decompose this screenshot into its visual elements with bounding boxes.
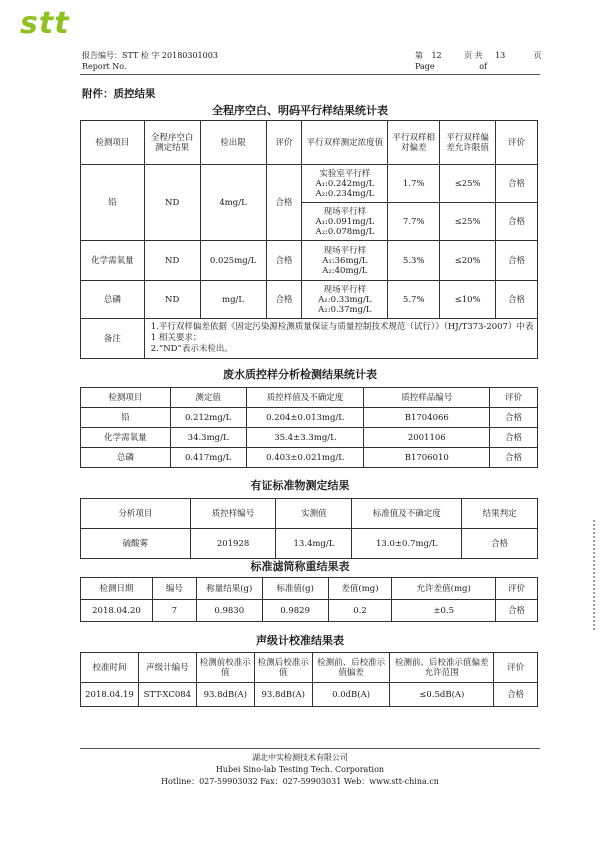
table2-title: 废水质控样分析检测结果统计表: [223, 368, 377, 381]
cell-limit: mg/L: [200, 281, 266, 319]
table-row: [81, 281, 538, 319]
report-number-en: Report No.: [82, 62, 127, 71]
cell-eval2: 合格: [496, 203, 538, 241]
th-eval: 评价: [490, 388, 538, 408]
cell-blank: ND: [144, 165, 200, 241]
cell: 7: [152, 600, 196, 622]
cell: 0.0dB(A): [312, 683, 390, 707]
cell-dev: 5.7%: [388, 281, 440, 319]
cell-limit: 4mg/L: [200, 165, 266, 241]
table-sound-calibration: [80, 652, 538, 707]
table-row: [81, 408, 538, 428]
footer-company-cn: 湖北中实检测技术有限公司: [252, 753, 348, 762]
th-date: 检测日期: [81, 578, 153, 600]
footer: [0, 752, 600, 788]
th-conc: 平行双样测定浓度值: [302, 121, 388, 165]
page-en: Page: [415, 62, 435, 71]
cell: 合格: [494, 683, 538, 707]
cell-blank: ND: [144, 241, 200, 281]
th-dev: 平行双样相对偏差: [388, 121, 440, 165]
cell: B1706010: [364, 448, 490, 468]
table3-title: 有证标准物测定结果: [250, 479, 350, 492]
page-number-block: [415, 50, 542, 72]
th-after: 检测后校准示值: [254, 653, 312, 683]
cell-allow: ≤25%: [440, 165, 496, 203]
cell: ±0.5: [392, 600, 496, 622]
th-eval2: 评价: [496, 121, 538, 165]
cell-conc: 现场平行样 A₁:0.33mg/L A₂:0.37mg/L: [302, 281, 388, 319]
page-cn-b: 页 共: [464, 51, 483, 60]
table-header-row: [81, 499, 538, 529]
cell: 93.8dB(A): [196, 683, 254, 707]
th-eval: 评价: [496, 578, 538, 600]
th-allow: 允许差值(mg): [392, 578, 496, 600]
cell: 34.3mg/L: [170, 428, 246, 448]
table-header-row: [81, 388, 538, 408]
th-qc-id: 质控样编号: [190, 499, 276, 529]
note-row: [81, 319, 538, 359]
cell: 0.204±0.013mg/L: [246, 408, 364, 428]
cell: 13.0±0.7mg/L: [352, 529, 462, 559]
cell: 2001106: [364, 428, 490, 448]
report-number-cn: 报告编号：STT 检 字 20180301003: [82, 51, 218, 60]
cell-conc: 现场平行样 A₁:36mg/L A₂:40mg/L: [302, 241, 388, 281]
th-time: 校准时间: [81, 653, 139, 683]
th-judgment: 结果判定: [462, 499, 538, 529]
cell-eval: 合格: [266, 241, 302, 281]
th-eval: 评价: [266, 121, 302, 165]
cell-item: 总磷: [81, 281, 145, 319]
cell: 0.417mg/L: [170, 448, 246, 468]
binding-edge: [593, 520, 600, 630]
table1-title: 全程序空白、明码平行样结果统计表: [212, 104, 388, 117]
cell: 2018.04.20: [81, 600, 153, 622]
cell: 硫酸雾: [81, 529, 191, 559]
footer-contacts: Hotline：027-59903032 Fax：027-59903031 Web：www.stt-china.cn: [161, 777, 439, 786]
cell: 总磷: [81, 448, 171, 468]
th-item: 分析项目: [81, 499, 191, 529]
page-current: 12: [431, 51, 442, 60]
cell: 0.9829: [262, 600, 328, 622]
table-row: [81, 165, 538, 203]
th-meter-id: 声级计编号: [138, 653, 196, 683]
cell-conc: 现场平行样 A₁:0.091mg/L A₂:0.078mg/L: [302, 203, 388, 241]
cell-conc: 实验室平行样 A₁:0.242mg/L A₂:0.234mg/L: [302, 165, 388, 203]
th-measured: 实测值: [276, 499, 352, 529]
footer-company-en: Hubei Sino-lab Testing Tech. Corporation: [215, 765, 385, 774]
table-certified-reference: [80, 498, 538, 559]
cell: STT-XC084: [138, 683, 196, 707]
cell-allow: ≤10%: [440, 281, 496, 319]
table5-title: 声级计校准结果表: [256, 634, 344, 647]
cell: 13.4mg/L: [276, 529, 352, 559]
cell-eval: 合格: [266, 281, 302, 319]
th-blank: 全程序空白测定结果: [144, 121, 200, 165]
cell: ≤0.5dB(A): [390, 683, 494, 707]
th-qc-id: 质控样品编号: [364, 388, 490, 408]
page-cn-c: 页: [533, 51, 542, 60]
cell-eval2: 合格: [496, 241, 538, 281]
th-limit: 检出限: [200, 121, 266, 165]
cell: 0.9830: [196, 600, 262, 622]
cell: 合格: [490, 428, 538, 448]
footer-divider: [80, 748, 540, 749]
th-weight: 称量结果(g): [196, 578, 262, 600]
th-eval: 评价: [494, 653, 538, 683]
cell-eval: 合格: [266, 165, 302, 241]
cell-eval2: 合格: [496, 165, 538, 203]
th-item: 检测项目: [81, 121, 145, 165]
table-row: [81, 448, 538, 468]
table-row: [81, 529, 538, 559]
cell: 化学需氧量: [81, 428, 171, 448]
table4-title: 标准滤筒称重结果表: [250, 560, 350, 573]
cell-limit: 0.025mg/L: [200, 241, 266, 281]
cell: 201928: [190, 529, 276, 559]
cell: 35.4±3.3mg/L: [246, 428, 364, 448]
note-line-1: 1.平行双样偏差依据《固定污染源检测质量保证与质量控制技术规范（试行）》（HJ/T373-2007）中表 1 相关要求；: [150, 322, 534, 343]
cell: B1704066: [364, 408, 490, 428]
of-en: of: [479, 62, 487, 71]
th-deviation: 检测前、后校准示值偏差: [312, 653, 390, 683]
page-cn-a: 第: [415, 51, 423, 60]
cell-dev: 7.7%: [388, 203, 440, 241]
cell: 0.403±0.021mg/L: [246, 448, 364, 468]
cell: 0.212mg/L: [170, 408, 246, 428]
th-diff: 差值(mg): [328, 578, 392, 600]
th-standard: 标准值(g): [262, 578, 328, 600]
cell-item: 化学需氧量: [81, 241, 145, 281]
cell-dev: 1.7%: [388, 165, 440, 203]
note-line-2: 2.“ND”表示未检出。: [150, 344, 233, 354]
cell-dev: 5.3%: [388, 241, 440, 281]
th-standard: 标准值及不确定度: [352, 499, 462, 529]
table-qc-wastewater: [80, 387, 538, 468]
cell: 合格: [496, 600, 538, 622]
logo-text: stt: [20, 6, 70, 41]
table-header-row: [81, 653, 538, 683]
th-measured: 测定值: [170, 388, 246, 408]
cell: 合格: [490, 408, 538, 428]
note-label: 备注: [81, 319, 145, 359]
company-logo: [20, 6, 70, 41]
table-row: [81, 241, 538, 281]
report-number-block: [82, 50, 218, 72]
table-header-row: [81, 578, 538, 600]
note-content: [144, 319, 537, 359]
cell: 0.2: [328, 600, 392, 622]
cell: 合格: [462, 529, 538, 559]
th-item: 检测项目: [81, 388, 171, 408]
table-blank-parallel: [80, 120, 538, 359]
cell-allow: ≤20%: [440, 241, 496, 281]
table-row: [81, 600, 538, 622]
th-before: 检测前校准示值: [196, 653, 254, 683]
cell-eval2: 合格: [496, 281, 538, 319]
table-row: [81, 683, 538, 707]
header-divider: [80, 74, 540, 75]
cell: 铅: [81, 408, 171, 428]
th-allow: 检测前、后校准示值偏差允许范围: [390, 653, 494, 683]
cell: 2018.04.19: [81, 683, 139, 707]
th-qc-value: 质控样值及不确定度: [246, 388, 364, 408]
cell-allow: ≤25%: [440, 203, 496, 241]
cell-item: 铅: [81, 165, 145, 241]
cell-blank: ND: [144, 281, 200, 319]
cell: 合格: [490, 448, 538, 468]
page-total: 13: [495, 51, 506, 60]
table-header-row: [81, 121, 538, 165]
table-row: [81, 428, 538, 448]
th-no: 编号: [152, 578, 196, 600]
attachment-heading: 附件：质控结果: [82, 88, 156, 100]
cell: 93.8dB(A): [254, 683, 312, 707]
table-filter-weighing: [80, 577, 538, 622]
th-allow: 平行双样偏差允许限值: [440, 121, 496, 165]
